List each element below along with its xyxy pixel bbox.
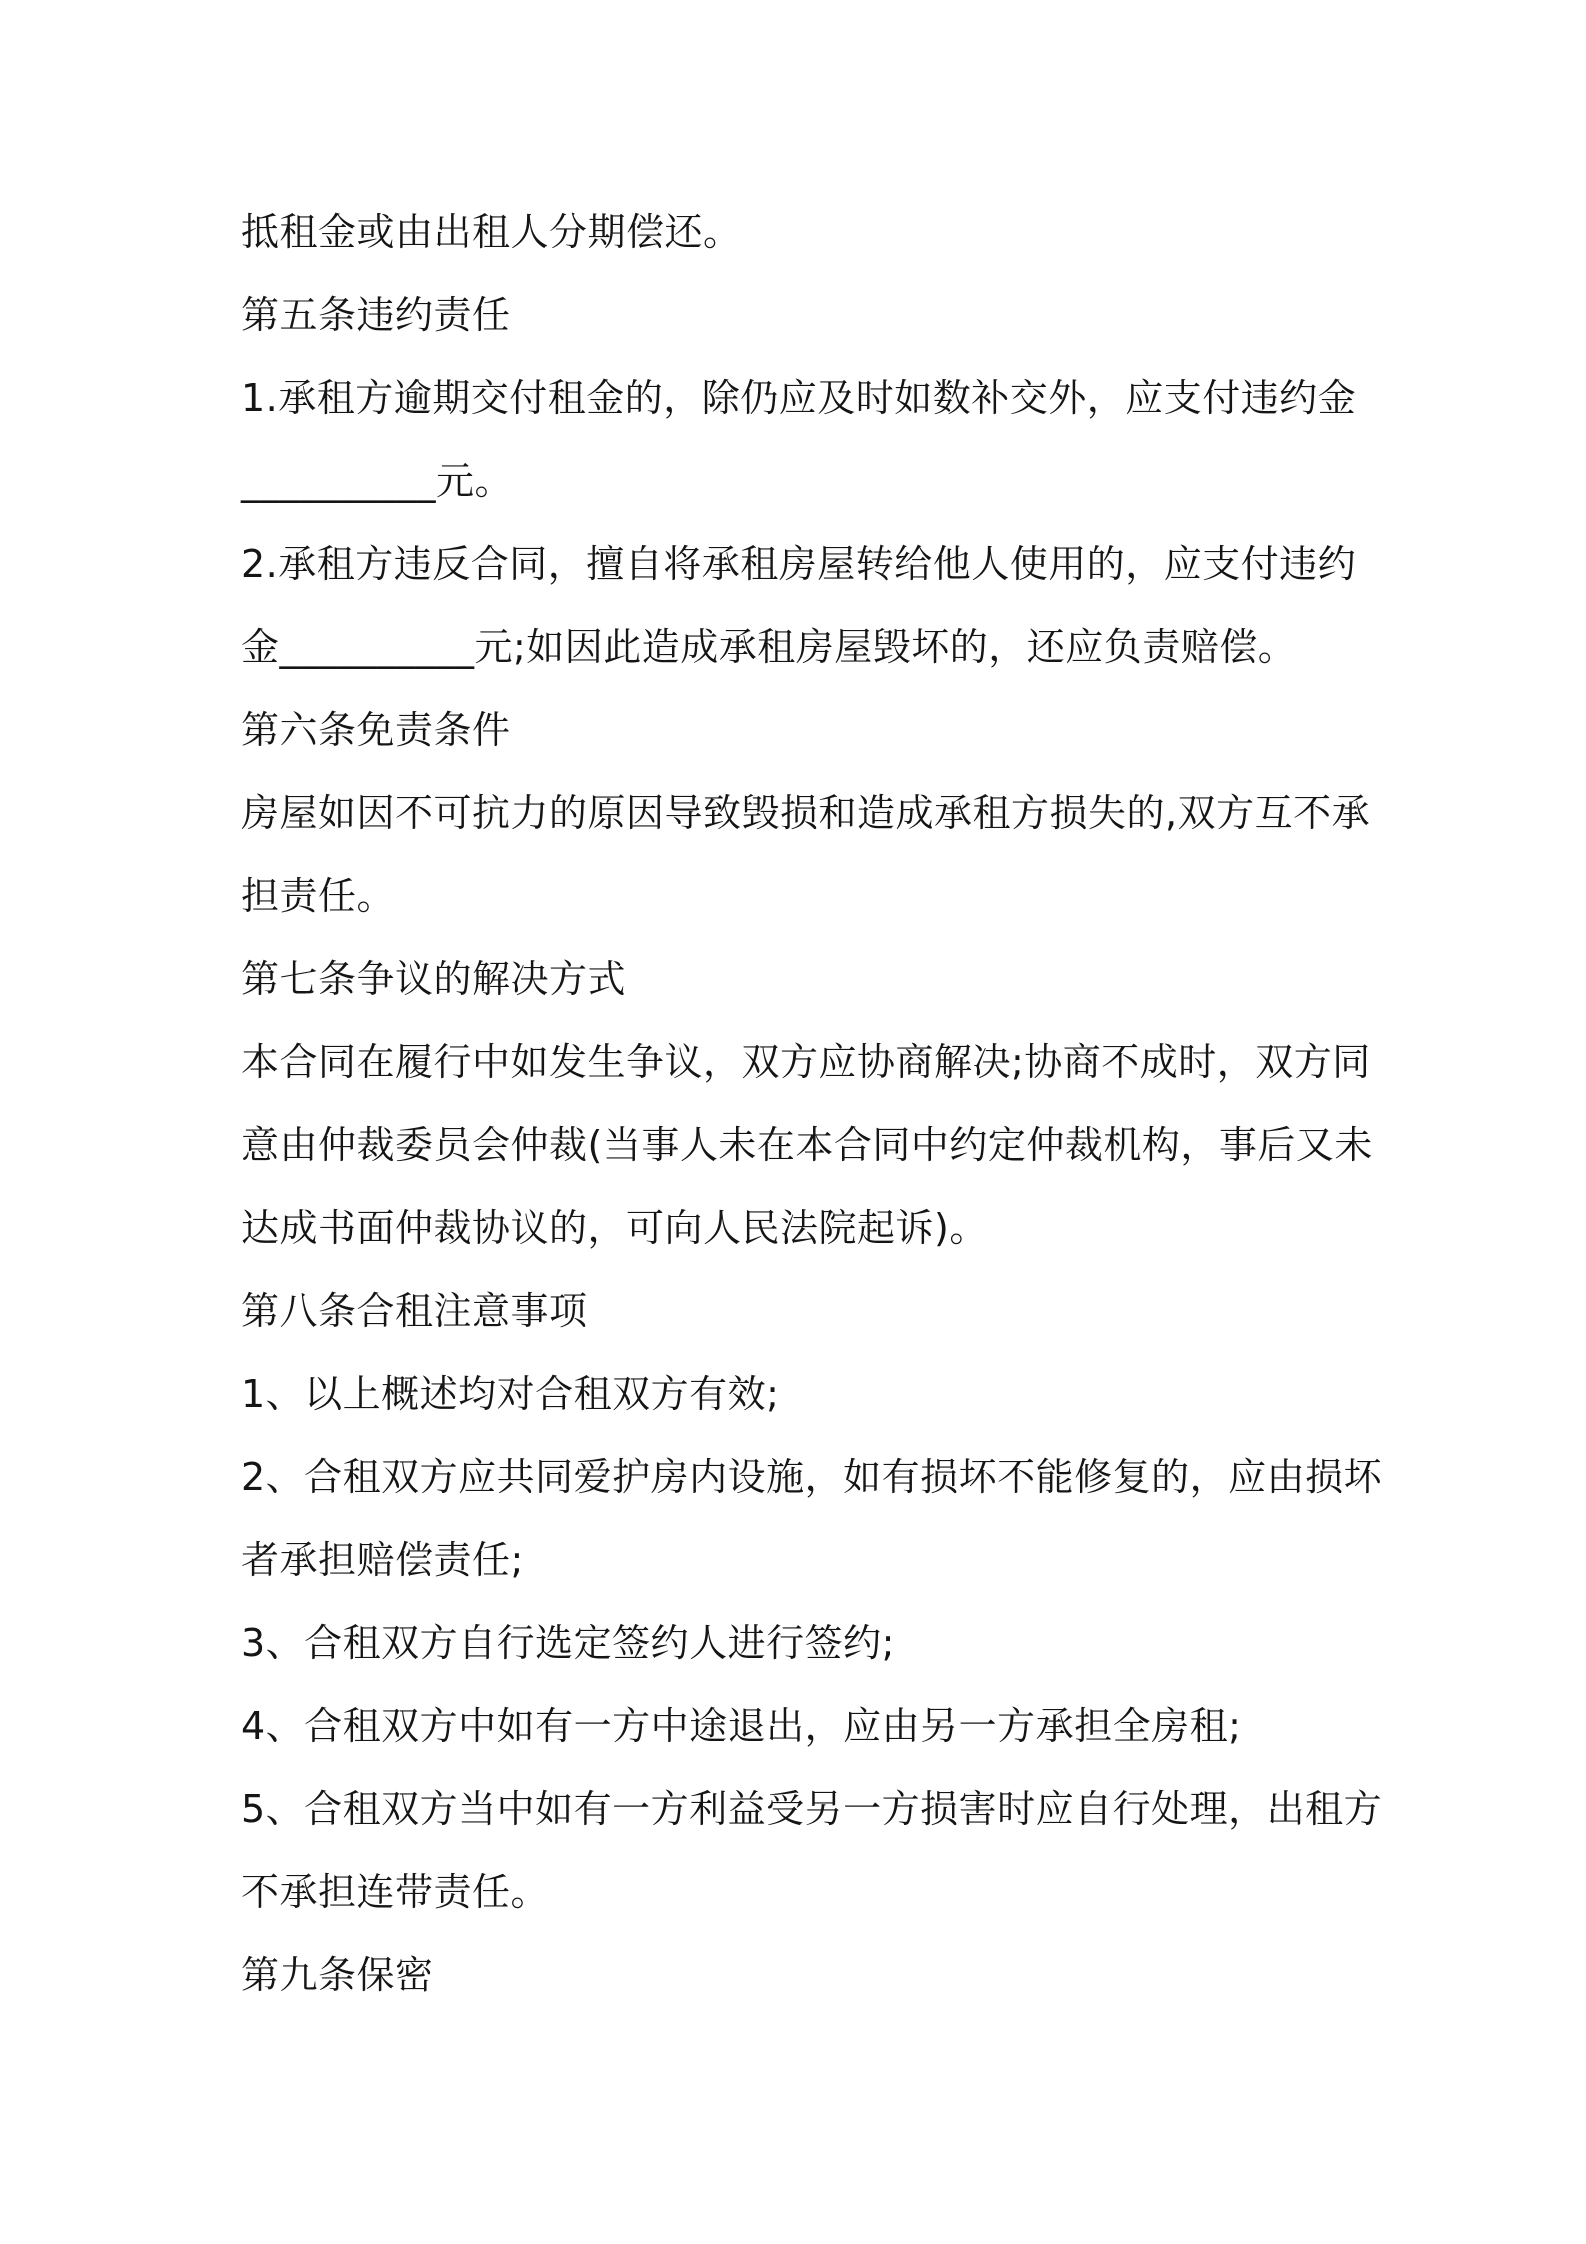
body-text-line: 金__________元;如因此造成承租房屋毁坏的，还应负责赔偿。 [241,625,1297,669]
body-text-line: 不承担连带责任。 [241,1870,550,1914]
body-text-line: 5、合租双方当中如有一方利益受另一方损害时应自行处理，出租方 [241,1787,1383,1831]
article-heading: 第五条违约责任 [241,293,511,337]
article-heading: 第六条免责条件 [241,708,511,752]
body-text-line: 1.承租方逾期交付租金的，除仍应及时如数补交外，应支付违约金 [241,376,1357,420]
body-text-line: 者承担赔偿责任; [241,1538,524,1582]
body-text-line: 2、合租双方应共同爱护房内设施，如有损坏不能修复的，应由损坏 [241,1455,1383,1499]
body-text-line: 本合同在履行中如发生争议，双方应协商解决;协商不成时，双方同 [241,1040,1371,1084]
body-text-line: 2.承租方违反合同，擅自将承租房屋转给他人使用的，应支付违约 [241,542,1357,586]
body-text-line: 担责任。 [241,874,396,918]
body-text-line: 1、以上概述均对合租双方有效; [241,1372,780,1416]
body-text-line: 抵租金或由出租人分期偿还。 [241,210,742,254]
body-text-line: 达成书面仲裁协议的，可向人民法院起诉)。 [241,1206,988,1250]
body-text-line: 4、合租双方中如有一方中途退出，应由另一方承担全房租; [241,1704,1242,1748]
body-text-line: __________元。 [241,459,514,503]
article-heading: 第八条合租注意事项 [241,1289,588,1333]
article-heading: 第九条保密 [241,1953,434,1997]
body-text-line: 房屋如因不可抗力的原因导致毁损和造成承租方损失的,双方互不承 [241,791,1371,835]
body-text-line: 3、合租双方自行选定签约人进行签约; [241,1621,895,1665]
body-text-line: 意由仲裁委员会仲裁(当事人未在本合同中约定仲裁机构，事后又未 [241,1123,1373,1167]
article-heading: 第七条争议的解决方式 [241,957,627,1001]
